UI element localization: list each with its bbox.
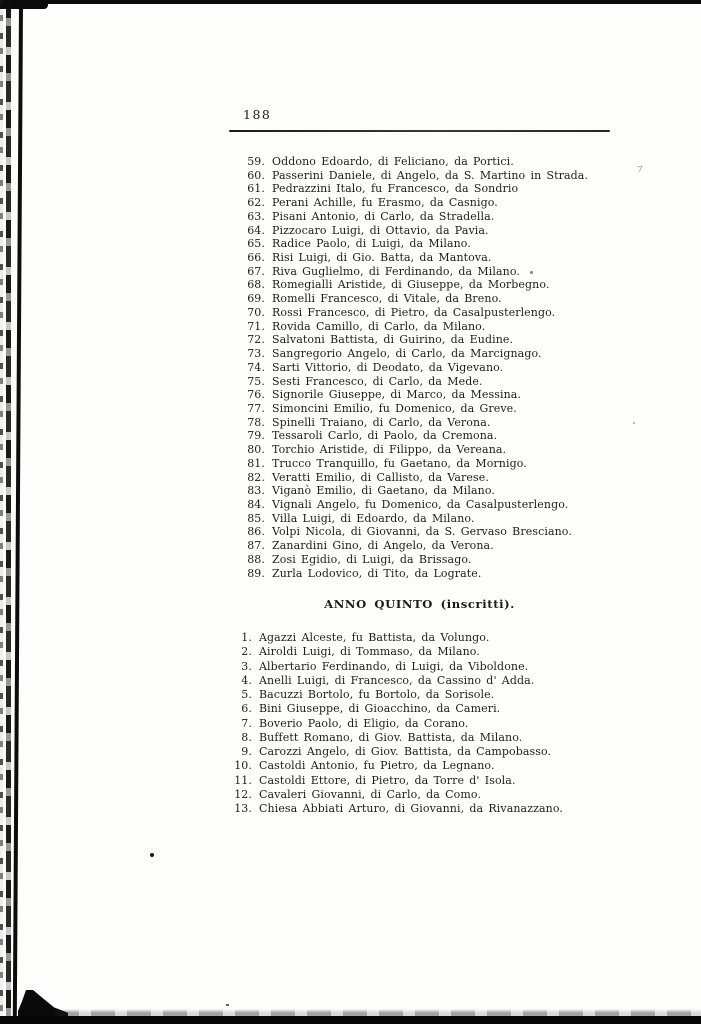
binding-streak-artifact [6,0,11,1024]
list-item-number: 7. [241,716,252,730]
list-item-text: Rovida Camillo, di Carlo, da Milano. [272,319,486,333]
list-item-text: Sesti Francesco, di Carlo, da Mede. [272,374,483,388]
list-item-number: 6. [241,702,252,716]
list-item [235,306,588,320]
list-item-text: Castoldi Ettore, di Pietro, da Torre d' Isola. [259,773,516,787]
list-item [222,688,563,702]
list-item-text: Romegialli Aristide, di Giuseppe, da Morbegno. [272,278,550,292]
list-item-number: 83. [247,484,265,498]
list-item-number: 61. [247,182,265,196]
list-item-number: 89. [247,566,265,580]
list-item-number: 79. [247,429,265,443]
list-item-text: Chiesa Abbiati Arturo, di Giovanni, da Rivanazzano. [259,802,563,815]
list-item-text: Bini Giuseppe, di Gioacchino, da Cameri. [259,702,501,716]
list-item-number: 10. [234,759,252,773]
list-item [235,498,588,512]
list-item [235,471,588,485]
list-item [235,429,588,443]
list-item-number: 1. [241,631,252,644]
list-item-text: Zosi Egidio, di Luigi, da Brissago. [272,552,472,566]
list-item-text: Anelli Luigi, di Francesco, da Cassino d' Adda. [259,673,535,687]
list-item-number: 67. [247,264,265,278]
list-item-text: Agazzi Alceste, fu Battista, da Volungo. [259,631,490,644]
list-item [235,278,588,292]
list-item-number: 72. [247,333,265,347]
list-item-number: 5. [241,688,252,701]
list-item [235,224,588,238]
ink-speck-artifact [226,1004,229,1006]
list-item-text: Cavaleri Giovanni, di Carlo, da Como. [259,787,482,801]
list-item-text: Carozzi Angelo, di Giov. Battista, da Campobasso. [259,745,552,758]
list-item [235,320,588,334]
list-item-number: 78. [247,415,265,429]
list-item-number: 81. [247,456,265,470]
list-item-text: Radice Paolo, di Luigi, da Milano. [272,237,471,251]
page-number: 188 [243,107,272,122]
list-item-number: 63. [247,209,265,223]
list-item-text: Oddono Edoardo, di Feliciano, da Portici. [272,155,514,168]
list-item-number: 74. [247,360,265,374]
scan-top-corner-artifact [0,0,48,9]
list-item-number: 64. [247,223,265,237]
list-item [222,702,563,716]
list-item [235,210,588,224]
list-item-number: 8. [241,730,252,744]
scan-bottom-shadow-artifact [55,1009,701,1016]
list-item-number: 13. [234,802,252,815]
list-item-number: 75. [247,374,265,388]
list-item-text: Sarti Vittorio, di Deodato, da Vigevano. [272,360,504,374]
scan-left-noise-artifact [0,0,3,1024]
list-item [235,361,588,375]
list-item-number: 69. [247,292,265,306]
list-item-number: 12. [234,787,252,801]
list-item-number: 62. [247,196,265,210]
list-item [222,660,563,674]
scan-top-edge-artifact [0,0,701,4]
list-item-number: 70. [247,305,265,319]
list-item-number: 76. [247,388,265,402]
list-item-text: Tessaroli Carlo, di Paolo, da Cremona. [272,429,498,443]
list-item-text: Boverio Paolo, di Eligio, da Corano. [259,716,469,730]
list-item [235,347,588,361]
list-item-text: Villa Luigi, di Edoardo, da Milano. [272,511,475,525]
list-item-text: Simoncini Emilio, fu Domenico, da Greve. [272,401,517,415]
list-item-text: Spinelli Traiano, di Carlo, da Verona. [272,415,491,429]
list-item-number: 87. [247,539,265,553]
list-item [222,645,563,659]
list-item-text: Riva Guglielmo, di Ferdinando, da Milano. [272,264,520,278]
list-item-number: 60. [247,168,265,182]
list-item-number: 85. [247,511,265,525]
list-item-text: Buffett Romano, di Giov. Battista, da Milano. [259,730,523,744]
list-item-text: Bacuzzi Bortolo, fu Bortolo, da Sorisole. [259,688,495,701]
section-heading: ANNO QUINTO (inscritti). [324,597,515,611]
list-item [222,717,563,731]
list-item-text: Torchio Aristide, di Filippo, da Vereana. [272,443,507,457]
roster-list-continuation [235,155,588,580]
list-item-text: Zanardini Gino, di Angelo, da Verona. [272,539,494,553]
list-item-number: 73. [247,347,265,361]
list-item-text: Rossi Francesco, di Pietro, da Casalpusterlengo. [272,305,556,319]
list-item-number: 2. [241,645,252,659]
list-item-text: Viganò Emilio, di Gaetano, da Milano. [272,484,495,498]
list-item-text: Veratti Emilio, di Callisto, da Varese. [272,470,489,484]
list-item-number: 11. [234,773,252,787]
list-item [222,745,563,759]
list-item-text: Pedrazzini Italo, fu Francesco, da Sondrio [272,182,519,196]
list-item [235,375,588,389]
list-item-number: 9. [241,745,252,758]
header-rule [229,130,610,132]
list-item-text: Volpi Nicola, di Giovanni, da S. Gervaso Bresciano. [272,525,572,539]
list-item-text: Salvatoni Battista, di Guirino, da Eudine. [272,333,514,347]
list-item-text: Passerini Daniele, di Angelo, da S. Martino in Strada. [272,168,589,182]
ink-speck-artifact [633,422,635,424]
list-item-number: 59. [247,155,265,168]
list-item [235,237,588,251]
list-item-number: 86. [247,525,265,539]
list-item [235,155,588,169]
list-item [235,251,588,265]
list-item-number: 4. [241,673,252,687]
list-item-text: Risi Luigi, di Gio. Batta, da Mantova. [272,251,492,265]
list-item [222,788,563,802]
list-item-number: 3. [241,659,252,673]
list-item [222,674,563,688]
list-item-number: 82. [247,470,265,484]
list-item-text: Sangregorio Angelo, di Carlo, da Marcignago. [272,347,542,361]
list-item-text: Perani Achille, fu Erasmo, da Casnigo. [272,196,498,210]
list-item-text: Trucco Tranquillo, fu Gaetano, da Mornigo. [272,456,527,470]
list-item-text: Pisani Antonio, di Carlo, da Stradella. [272,209,495,223]
list-item-text: Vignali Angelo, fu Domenico, da Casalpusterlengo. [272,497,569,511]
list-item-text: Pizzocaro Luigi, di Ottavio, da Pavia. [272,223,489,237]
list-item [235,402,588,416]
list-item-number: 71. [247,319,265,333]
list-item [222,631,563,645]
list-item [222,774,563,788]
stray-printed-mark: 7 [637,165,643,175]
list-item [235,512,588,526]
list-item-text: Airoldi Luigi, di Tommaso, da Milano. [259,645,480,659]
list-item-text: Zurla Lodovico, di Tito, da Lograte. [272,566,482,580]
list-item [222,759,563,773]
scan-corner-blob-artifact [18,990,68,1020]
list-item-text: Castoldi Antonio, fu Pietro, da Legnano. [259,759,495,773]
list-item [235,416,588,430]
list-item-text: Signorile Giuseppe, di Marco, da Messina. [272,388,522,402]
list-item-number: 65. [247,237,265,251]
list-item-number: 88. [247,552,265,566]
list-item-text: Albertario Ferdinando, di Luigi, da Viboldone. [259,659,529,673]
binding-line-artifact [13,5,23,1017]
list-item-number: 84. [247,497,265,511]
list-item-number: 66. [247,251,265,265]
list-item-number: 80. [247,443,265,457]
list-item-number: 77. [247,401,265,415]
list-item [235,333,588,347]
list-item [235,443,588,457]
list-item-text: Romelli Francesco, di Vitale, da Breno. [272,292,502,306]
scan-bottom-edge-artifact [0,1016,701,1024]
ink-spot-artifact [150,853,154,857]
list-item [235,169,588,183]
list-item [235,539,588,553]
roster-list-anno-quinto [222,631,563,816]
list-item [235,388,588,402]
list-item [235,457,588,471]
list-item [235,484,588,498]
list-item [222,802,563,816]
list-item [235,292,588,306]
list-item [235,265,588,279]
list-item [235,567,588,581]
list-item [235,196,588,210]
list-item [235,553,588,567]
list-item-number: 68. [247,278,265,292]
list-item [222,731,563,745]
list-item [235,525,588,539]
list-item [235,182,588,196]
